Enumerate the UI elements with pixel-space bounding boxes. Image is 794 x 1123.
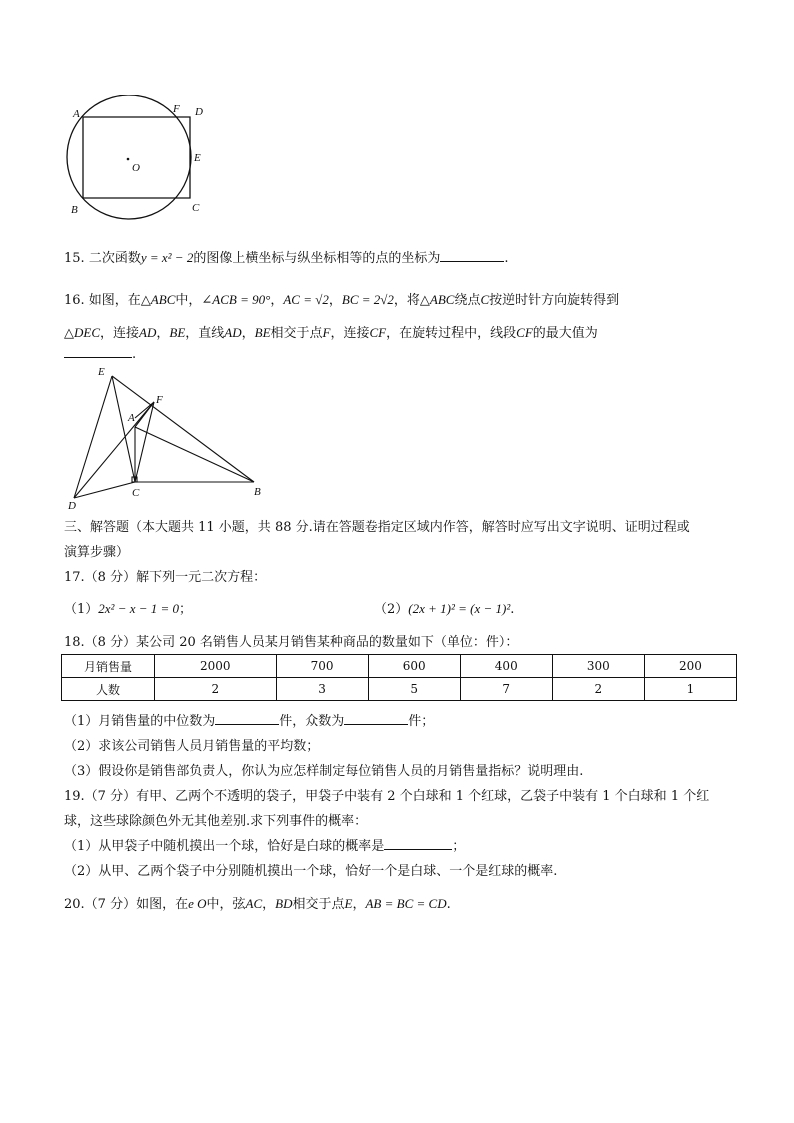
q16-text: ，连接 xyxy=(330,326,370,341)
question-17-part2 xyxy=(374,598,514,617)
q16-text: ， xyxy=(156,326,170,341)
q20-end: . xyxy=(446,897,451,912)
q20-point-e: E xyxy=(344,896,353,911)
q17-p2-label: （2） xyxy=(374,602,409,617)
q16-text: ， xyxy=(241,326,255,341)
q16-text: 相交于点 xyxy=(270,326,323,341)
q16-cf: CF xyxy=(516,325,533,340)
q20-circle-o: e O xyxy=(188,896,207,911)
q15-number: 15. xyxy=(64,251,85,266)
table-cell: 600 xyxy=(368,655,460,678)
table-cell: 300 xyxy=(552,655,644,678)
q20-text: 中，弦 xyxy=(206,897,246,912)
table-row xyxy=(62,655,737,678)
q19-answer-blank[interactable] xyxy=(384,837,452,850)
q16-text: ，直线 xyxy=(185,326,225,341)
q16-be: BE xyxy=(169,325,186,340)
center-dot xyxy=(127,158,130,161)
q16-text: 中， xyxy=(175,293,202,308)
q17-p1-equation: 2x² − x − 1 = 0 xyxy=(98,601,180,616)
q20-chord-bd: BD xyxy=(275,896,293,911)
q16-point-c: C xyxy=(480,292,490,307)
table-cell: 1 xyxy=(644,678,736,701)
table-cell: 2 xyxy=(552,678,644,701)
q15-answer-blank[interactable] xyxy=(440,249,504,262)
question-19-line1: 19.（7 分）有甲、乙两个不透明的袋子，甲袋子中装有 2 个白球和 1 个红球，乙袋子中装有 1 个白球和 1 个红 xyxy=(64,789,710,804)
section-3-heading-cont: 演算步骤） xyxy=(64,545,130,560)
question-20 xyxy=(64,893,451,912)
q16-triangle-abc: △ABC xyxy=(140,292,176,307)
sales-table xyxy=(61,654,737,701)
q17-p1-end: ； xyxy=(179,602,193,617)
q18-p1-text: （1）月销售量的中位数为 xyxy=(64,714,216,729)
question-16-line1 xyxy=(64,289,619,308)
label-d: D xyxy=(68,500,76,511)
table-header-cell: 人数 xyxy=(62,678,155,701)
q20-text: 20.（7 分）如图，在 xyxy=(64,897,189,912)
q16-ad: AD xyxy=(224,325,242,340)
table-header-cell: 月销售量 xyxy=(62,655,155,678)
q20-chord-ac: AC xyxy=(245,896,263,911)
q16-point-f: F xyxy=(322,325,331,340)
q16-text: ， xyxy=(270,293,284,308)
q19-p1-end: ； xyxy=(452,839,466,854)
q20-text: ， xyxy=(262,897,276,912)
label-f: F xyxy=(156,394,163,406)
table-cell: 7 xyxy=(460,678,552,701)
q20-arc-equality: AB = BC = CD xyxy=(365,896,447,911)
label-a: A xyxy=(73,108,80,120)
q16-text: ，将 xyxy=(393,293,420,308)
question-17-part1 xyxy=(64,598,192,617)
q16-text: 的最大值为 xyxy=(532,326,598,341)
table-cell: 2 xyxy=(155,678,277,701)
q17-p2-end: . xyxy=(510,602,515,617)
q16-angle: ∠ACB = 90° xyxy=(201,292,271,307)
q16-triangle-dec: △DEC xyxy=(64,325,100,340)
question-19-part1 xyxy=(64,835,465,854)
q20-text: ， xyxy=(352,897,366,912)
square-abcd xyxy=(83,117,190,198)
q16-be: BE xyxy=(254,325,271,340)
q16-text: ，在旋转过程中，线段 xyxy=(386,326,517,341)
label-o: O xyxy=(132,162,140,174)
q16-text: ，连接 xyxy=(100,326,140,341)
label-b: B xyxy=(71,204,78,216)
question-19-part2: （2）从甲、乙两个袋子中分别随机摸出一个球，恰好一个是白球、一个是红球的概率. xyxy=(64,864,558,879)
table-cell: 700 xyxy=(276,655,368,678)
q16-answer-blank[interactable] xyxy=(64,345,132,358)
label-c: C xyxy=(192,202,200,214)
q15-pre: 二次函数 xyxy=(88,251,141,266)
q16-text: 按逆时针方向旋转得到 xyxy=(489,293,620,308)
table-cell: 3 xyxy=(276,678,368,701)
question-18-title: 18.（8 分）某公司 20 名销售人员某月销售某种商品的数量如下（单位：件）： xyxy=(64,635,519,650)
q15-end: . xyxy=(504,251,509,266)
question-19-line2: 球，这些球除颜色外无其他差别.求下列事件的概率： xyxy=(64,814,368,829)
q17-p1-label: （1） xyxy=(64,602,99,617)
q18-mode-blank[interactable] xyxy=(344,712,408,725)
q16-text: 绕点 xyxy=(454,293,481,308)
label-e: E xyxy=(98,366,105,378)
question-18-part3: （3）假设你是销售部负责人，你认为应怎样制定每位销售人员的月销售量指标？说明理由. xyxy=(64,764,584,779)
label-f: F xyxy=(173,103,180,115)
q18-p1-text: 件； xyxy=(408,714,435,729)
rotation-figure xyxy=(62,363,272,511)
q17-p2-equation: (2x + 1)² = (x − 1)² xyxy=(408,601,511,616)
q16-ac: AC = √2 xyxy=(283,292,329,307)
q15-formula: y = x² − 2 xyxy=(140,250,194,265)
label-b: B xyxy=(254,486,261,498)
label-e: E xyxy=(194,152,201,164)
question-15 xyxy=(64,247,508,266)
question-17-title: 17.（8 分）解下列一元二次方程： xyxy=(64,570,267,585)
q20-text: 相交于点 xyxy=(292,897,345,912)
circle-square-figure xyxy=(55,95,225,225)
label-a: A xyxy=(128,412,135,424)
question-18-part2: （2）求该公司销售人员月销售量的平均数； xyxy=(64,739,320,754)
q16-ad: AD xyxy=(139,325,157,340)
q16-end: . xyxy=(132,347,137,362)
question-18-part1 xyxy=(64,710,434,729)
section-3-heading: 三、解答题（本大题共 11 小题，共 88 分.请在答题卷指定区域内作答，解答时应写出文字说明、证明过程或 xyxy=(64,520,690,535)
label-c: C xyxy=(132,487,140,499)
question-16-line3 xyxy=(64,345,136,362)
question-16-line2 xyxy=(64,322,598,341)
q16-cf: CF xyxy=(369,325,387,340)
table-row xyxy=(62,678,737,701)
label-d: D xyxy=(195,106,203,118)
q16-bc: BC = 2√2 xyxy=(341,292,394,307)
q16-triangle-abc: △ABC xyxy=(419,292,455,307)
q19-p1-text: （1）从甲袋子中随机摸出一个球，恰好是白球的概率是 xyxy=(64,839,385,854)
table-cell: 400 xyxy=(460,655,552,678)
q18-median-blank[interactable] xyxy=(215,712,279,725)
q15-post: 的图像上横坐标与纵坐标相等的点的坐标为 xyxy=(193,251,441,266)
table-cell: 200 xyxy=(644,655,736,678)
q18-p1-text: 件，众数为 xyxy=(279,714,345,729)
table-cell: 2000 xyxy=(155,655,277,678)
q16-text: ， xyxy=(328,293,342,308)
table-cell: 5 xyxy=(368,678,460,701)
q16-text: 16. 如图，在 xyxy=(64,293,141,308)
